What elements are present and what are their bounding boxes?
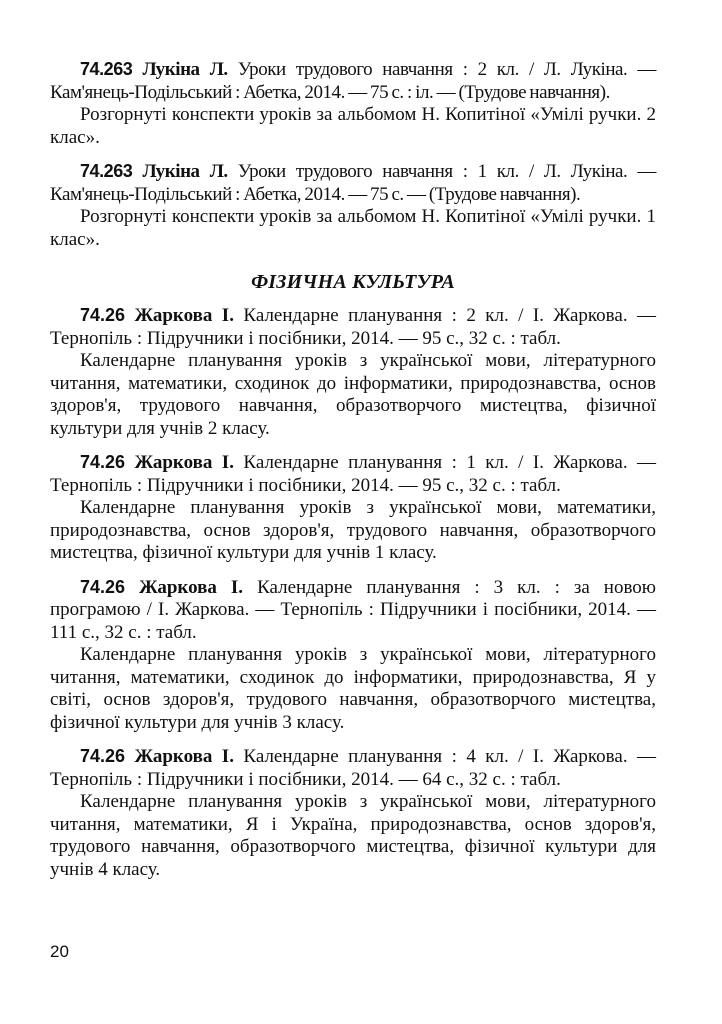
entry-citation bbox=[50, 745, 656, 791]
entry-code: 74.26 bbox=[80, 305, 126, 325]
entry-biblio: Календарне планування : 1 кл. / І. Жаркова. — Тернопіль : Підручники і посібники, 2014. — 95 с., 32 с. : табл. bbox=[50, 452, 657, 496]
entry-biblio: Уроки трудового навчання : 2 кл. / Л. Лукіна. — Кам'янець-Подільський : Абетка, 2014. — 75 с. : іл. — (Трудове навчання). bbox=[50, 59, 656, 103]
entry-author: Жаркова І. bbox=[134, 305, 234, 326]
page-number: 20 bbox=[50, 942, 69, 961]
bibliographic-entry bbox=[50, 304, 656, 440]
entry-author: Лукіна Л. bbox=[142, 161, 228, 182]
entry-code: 74.26 bbox=[80, 746, 126, 766]
section-heading: ФІЗИЧНА КУЛЬТУРА bbox=[251, 271, 455, 293]
entry-author: Лукіна Л. bbox=[142, 59, 228, 80]
entry-code: 74.263 bbox=[80, 161, 133, 181]
document-page bbox=[50, 58, 656, 892]
entry-author: Жаркова І. bbox=[134, 452, 234, 473]
entry-author: Жаркова І. bbox=[134, 746, 234, 767]
entry-annotation: Календарне планування уроків з української мови, літературного читання, математики, Я і Україна, природознавства, основ здоров'я, трудового навчання, образотворчого мистецтва, фізичної культури для учнів 4 класу. bbox=[50, 791, 656, 880]
entry-citation bbox=[50, 451, 656, 497]
entry-annotation: Календарне планування уроків з української мови, математики, природознавства, основ здоров'я, трудового навчання, образотворчого мистецтва, фізичної культури для учнів 1 класу. bbox=[50, 497, 656, 563]
entry-code: 74.26 bbox=[80, 576, 126, 597]
entry-annotation: Календарне планування уроків з української мови, літературного читання, математики, сходинок до інформатики, природознавства, Я у світі, основ здоров'я, трудового навчання, образотворчого мистецтва, фізичної культури для учнів 3 класу. bbox=[50, 644, 656, 733]
entry-citation bbox=[50, 160, 656, 206]
bibliographic-entry bbox=[50, 451, 656, 565]
entry-biblio: Календарне планування : 2 кл. / І. Жаркова. — Тернопіль : Підручники і посібники, 2014. — 95 с., 32 с. : табл. bbox=[50, 305, 657, 349]
entry-annotation: Календарне планування уроків з української мови, літературного читання, математики, сходинок до інформатики, природознавства, основ здоров'я, трудового навчання, образотворчого мистецтва, фізичної культури для учнів 2 класу. bbox=[50, 350, 656, 439]
bibliographic-entry bbox=[50, 58, 656, 149]
entry-biblio: Календарне планування : 4 кл. / І. Жаркова. — Тернопіль : Підручники і посібники, 2014. — 64 с., 32 с. : табл. bbox=[50, 746, 657, 790]
entry-annotation: Розгорнуті конспекти уроків за альбомом Н. Копитіної «Умілі ручки. 1 клас». bbox=[50, 206, 656, 250]
entry-citation bbox=[50, 576, 656, 645]
bibliographic-entry bbox=[50, 576, 656, 735]
entry-author: Жаркова І. bbox=[139, 576, 244, 598]
entry-annotation: Розгорнуті конспекти уроків за альбомом Н. Копитіної «Умілі ручки. 2 клас». bbox=[50, 104, 656, 148]
entry-code: 74.26 bbox=[80, 452, 126, 472]
bibliographic-entry bbox=[50, 745, 656, 881]
entry-citation bbox=[50, 304, 656, 350]
entry-biblio: Уроки трудового навчання : 1 кл. / Л. Лукіна. — Кам'янець-Подільський : Абетка, 2014. — 75 с. — (Трудове навчання). bbox=[50, 161, 656, 205]
bibliographic-entry bbox=[50, 160, 656, 251]
entry-biblio: Календарне планування : 3 кл. : за новою програмою / І. Жаркова. — Тернопіль : Підручники і посібники, 2014. — 111 с., 32 с. : табл. bbox=[50, 576, 656, 643]
entry-citation bbox=[50, 58, 656, 104]
entry-code: 74.263 bbox=[80, 59, 133, 79]
